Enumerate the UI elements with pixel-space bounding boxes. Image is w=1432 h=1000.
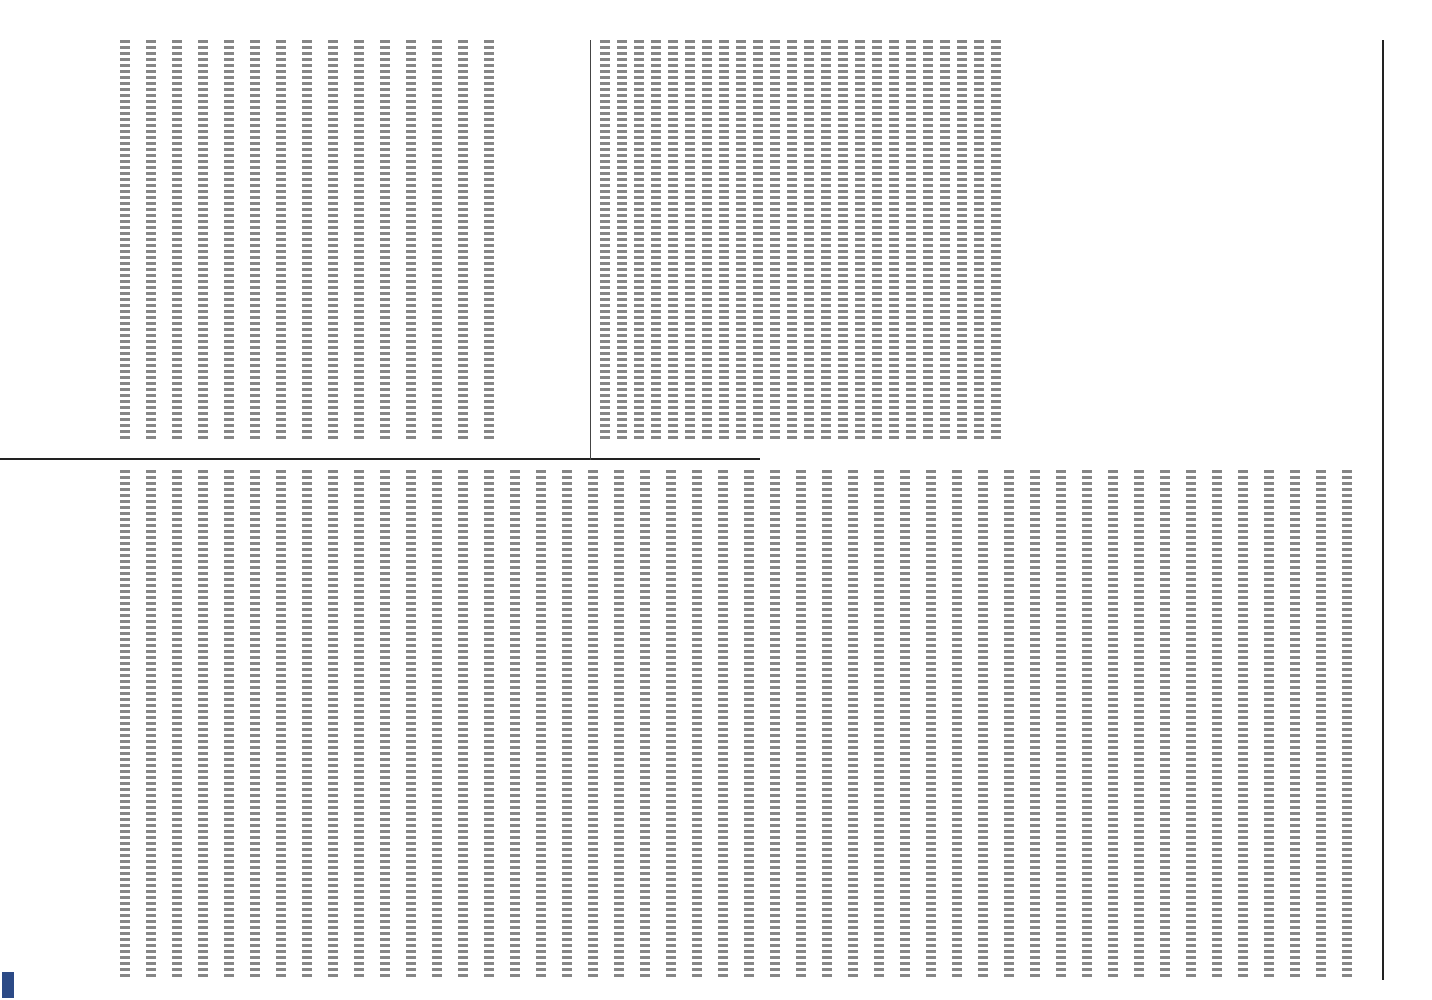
- header-rule: [1382, 40, 1384, 980]
- text-line: [484, 470, 494, 980]
- text-line: [1108, 470, 1118, 980]
- text-line: [940, 40, 950, 440]
- text-line: [146, 470, 156, 980]
- text-line: [250, 470, 260, 980]
- text-line: [1160, 470, 1170, 980]
- text-line: [276, 40, 286, 440]
- text-line: [1030, 470, 1040, 980]
- text-line: [906, 40, 916, 440]
- text-line: [172, 470, 182, 980]
- text-line: [380, 470, 390, 980]
- text-line: [432, 40, 442, 440]
- text-line: [1290, 470, 1300, 980]
- text-line: [991, 40, 1001, 440]
- text-line: [224, 40, 234, 440]
- text-line: [198, 40, 208, 440]
- toc-divider: [590, 40, 591, 460]
- text-line: [588, 470, 598, 980]
- text-line: [957, 40, 967, 440]
- text-line: [872, 40, 882, 440]
- text-line: [120, 470, 130, 980]
- text-line: [744, 470, 754, 980]
- text-line: [634, 40, 644, 440]
- text-line: [796, 470, 806, 980]
- text-line: [146, 40, 156, 440]
- text-line: [250, 40, 260, 440]
- text-line: [484, 40, 494, 440]
- text-line: [666, 470, 676, 980]
- text-line: [614, 470, 624, 980]
- text-line: [787, 40, 797, 440]
- text-line: [1186, 470, 1196, 980]
- text-line: [1238, 470, 1248, 980]
- text-line: [702, 40, 712, 440]
- text-line: [1316, 470, 1326, 980]
- text-line: [562, 470, 572, 980]
- text-line: [889, 40, 899, 440]
- text-line: [848, 470, 858, 980]
- text-line: [120, 40, 130, 440]
- text-line: [328, 470, 338, 980]
- text-line: [406, 40, 416, 440]
- text-line: [719, 40, 729, 440]
- text-line: [1264, 470, 1274, 980]
- text-line: [770, 40, 780, 440]
- text-line: [978, 470, 988, 980]
- text-line: [640, 470, 650, 980]
- text-line: [651, 40, 661, 440]
- text-line: [617, 40, 627, 440]
- text-line: [1212, 470, 1222, 980]
- text-line: [804, 40, 814, 440]
- text-line: [923, 40, 933, 440]
- text-line: [1082, 470, 1092, 980]
- text-line: [926, 470, 936, 980]
- text-line: [510, 470, 520, 980]
- text-line: [380, 40, 390, 440]
- text-line: [855, 40, 865, 440]
- text-line: [900, 470, 910, 980]
- text-line: [536, 470, 546, 980]
- text-line: [328, 40, 338, 440]
- text-line: [198, 470, 208, 980]
- text-line: [736, 40, 746, 440]
- text-line: [354, 470, 364, 980]
- text-line: [458, 40, 468, 440]
- text-line: [952, 470, 962, 980]
- text-line: [838, 40, 848, 440]
- text-line: [458, 470, 468, 980]
- text-line: [821, 40, 831, 440]
- text-line: [753, 40, 763, 440]
- text-line: [770, 470, 780, 980]
- text-line: [302, 40, 312, 440]
- text-line: [718, 470, 728, 980]
- text-line: [1004, 470, 1014, 980]
- text-line: [600, 40, 610, 440]
- text-line: [406, 470, 416, 980]
- text-line: [224, 470, 234, 980]
- text-line: [1056, 470, 1066, 980]
- dfg-logo: [2, 972, 14, 998]
- text-line: [432, 470, 442, 980]
- text-line: [692, 470, 702, 980]
- text-line: [685, 40, 695, 440]
- text-line: [172, 40, 182, 440]
- text-line: [276, 470, 286, 980]
- text-line: [302, 470, 312, 980]
- digitization-note: [1, 0, 15, 1000]
- text-line: [1134, 470, 1144, 980]
- text-line: [822, 470, 832, 980]
- text-line: [874, 470, 884, 980]
- text-line: [668, 40, 678, 440]
- text-line: [354, 40, 364, 440]
- text-line: [1342, 470, 1352, 980]
- column-divider: [0, 458, 760, 460]
- text-line: [974, 40, 984, 440]
